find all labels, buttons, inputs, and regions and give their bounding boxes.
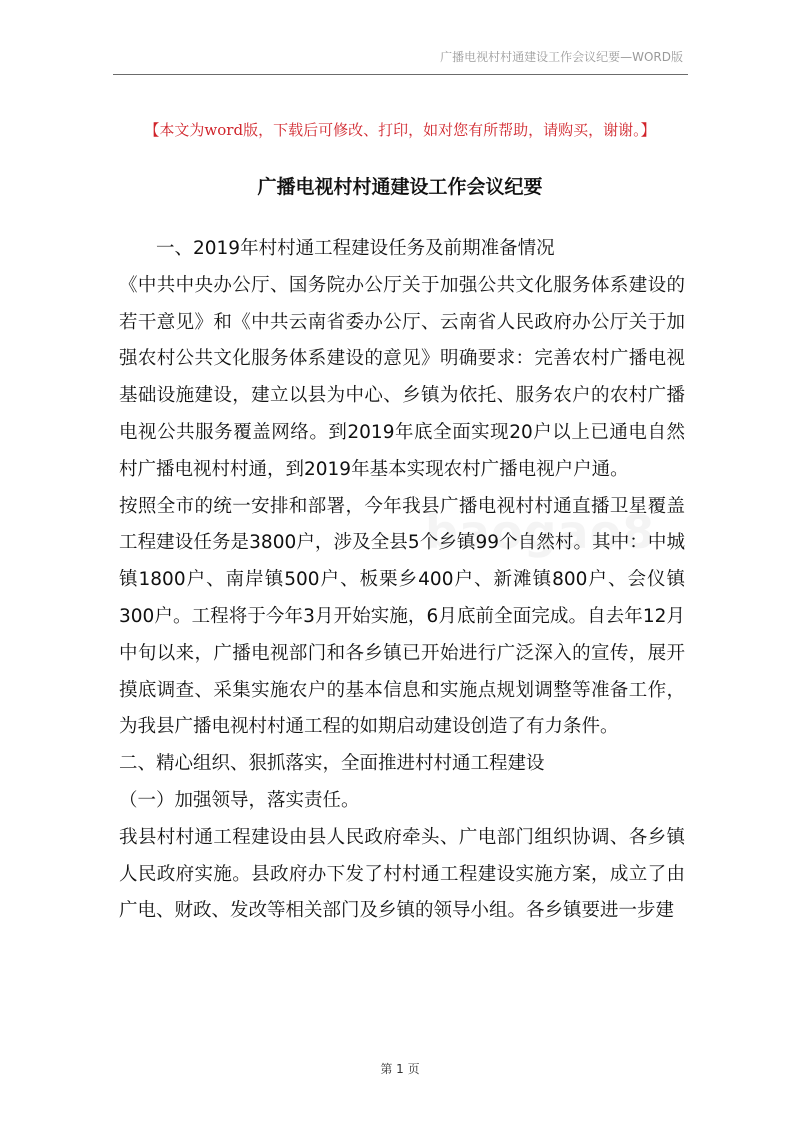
document-body xyxy=(119,231,685,930)
paragraph: 《中共中央办公厅、国务院办公厅关于加强公共文化服务体系建设的若干意见》和《中共云南省委办公厅、云南省人民政府办公厅关于加强农村公共文化服务体系建设的意见》明确要求：完善农村广播电视基础设施建设，建立以县为中心、乡镇为依托、服务农户的农村广播电视公共服务覆盖网络。到2019年底全面实现20户以上已通电自然村广播电视村村通，到2019年基本实现农村广播电视户户通。 xyxy=(119,274,685,480)
subsection-heading: （一）加强领导，落实责任。 xyxy=(119,789,360,811)
header-divider xyxy=(113,74,688,75)
document-title: 广播电视村村通建设工作会议纪要 xyxy=(257,176,543,198)
paragraph: 按照全市的统一安排和部署，今年我县广播电视村村通直播卫星覆盖工程建设任务是3800户，涉及全县5个乡镇99个自然村。其中：中城镇1800户、南岸镇500户、板栗乡400户、新滩镇800户、会仪镇300户。工程将于今年3月开始实施，6月底前全面完成。自去年12月中旬以来，广播电视部门和各乡镇已开始进行广泛深入的宣传，展开摸底调查、采集实施农户的基本信息和实施点规划调整等准备工作，为我县广播电视村村通工程的如期启动建设创造了有力条件。 xyxy=(119,495,685,738)
running-header: 广播电视村村通建设工作会议纪要—WORD版 xyxy=(440,50,683,64)
section-heading-2: 二、精心组织、狠抓落实，全面推进村村通工程建设 xyxy=(119,753,545,775)
paragraph: 我县村村通工程建设由县人民政府牵头、广电部门组织协调、各乡镇人民政府实施。县政府办下发了村村通工程建设实施方案，成立了由广电、财政、发改等相关部门及乡镇的领导小组。各乡镇要进一步建 xyxy=(119,826,685,922)
purchase-notice: 【本文为word版，下载后可修改、打印，如对您有所帮助，请购买，谢谢。】 xyxy=(144,121,656,139)
section-heading-1: 一、2019年村村通工程建设任务及前期准备情况 xyxy=(156,238,555,259)
page-number: 第 1 页 xyxy=(380,1062,420,1076)
